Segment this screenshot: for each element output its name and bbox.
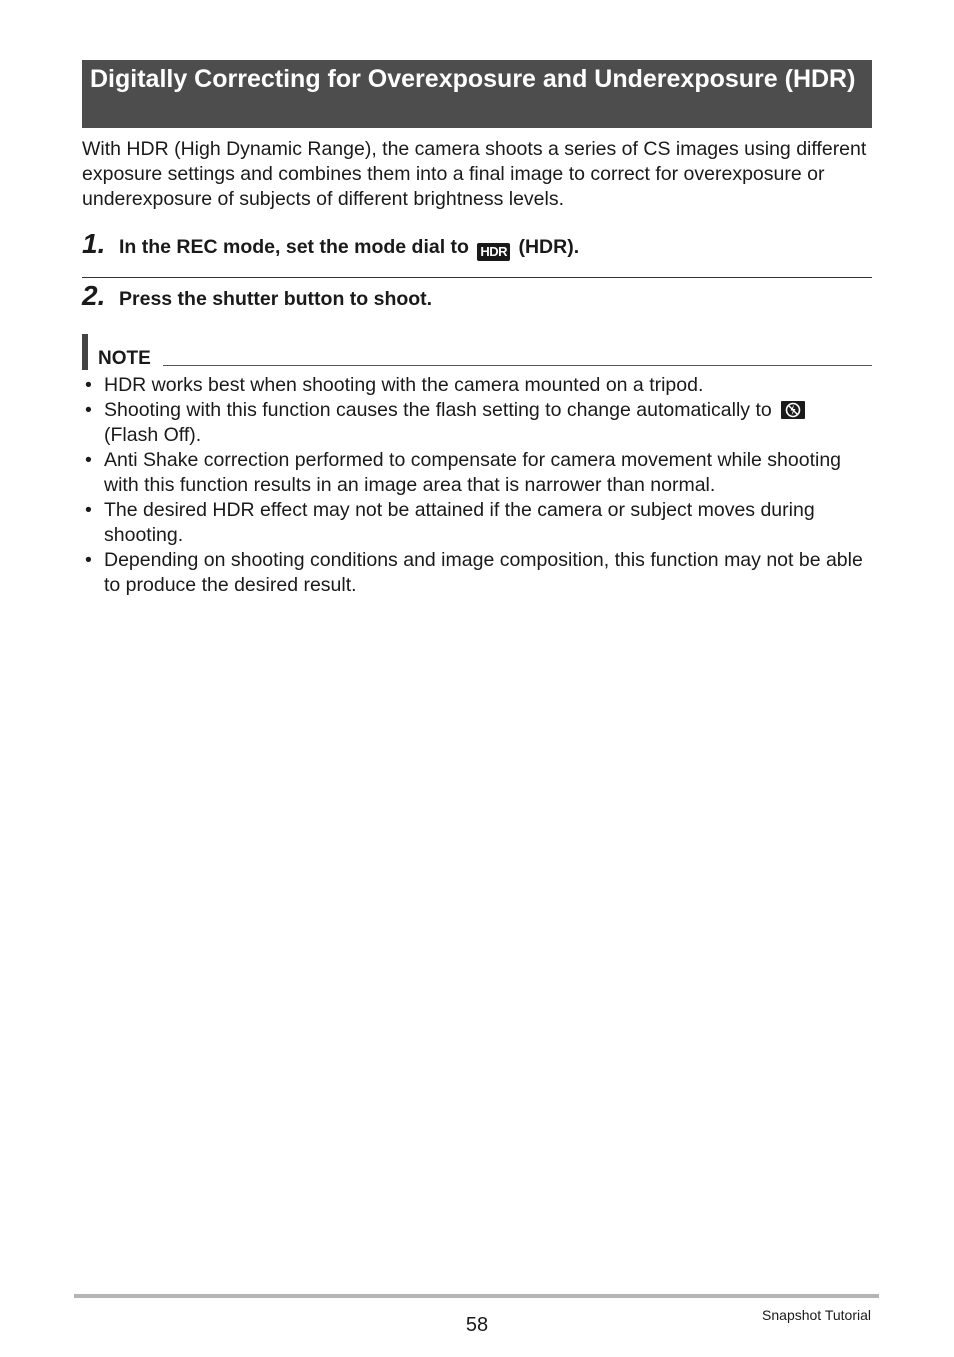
- step-divider: [82, 277, 872, 278]
- note-text-after: (Flash Off).: [104, 424, 202, 446]
- footer-section-label: Snapshot Tutorial: [762, 1307, 871, 1323]
- note-label: NOTE: [98, 348, 151, 369]
- note-text: The desired HDR effect may not be attained if the camera or subject moves during shooting.: [104, 499, 815, 546]
- bullet: •: [85, 499, 92, 521]
- bullet: •: [85, 399, 92, 421]
- list-item: [82, 398, 872, 448]
- footer-rule: [74, 1294, 879, 1298]
- step-number: 2.: [82, 280, 106, 311]
- step-text: [119, 236, 579, 261]
- step-text: Press the shutter button to shoot.: [119, 288, 433, 310]
- bullet: •: [85, 449, 92, 471]
- note-text-before: Shooting with this function causes the flash setting to change automatically to: [104, 399, 772, 421]
- note-text: Anti Shake correction performed to compensate for camera movement while shooting with this function results in an image area that is narrower than normal.: [104, 449, 842, 496]
- flash-off-icon: [781, 401, 805, 419]
- note-marker: [82, 334, 88, 370]
- note-list: [82, 373, 872, 598]
- step-number: 1.: [82, 228, 106, 259]
- page-number: 58: [465, 1314, 489, 1336]
- list-item: [82, 498, 872, 548]
- section-title: Digitally Correcting for Overexposure and Underexposure (HDR): [82, 60, 872, 128]
- bullet: •: [85, 374, 92, 396]
- hdr-mode-icon: HDR: [477, 243, 510, 261]
- bullet: •: [85, 549, 92, 571]
- list-item: [82, 548, 872, 598]
- step-text-before: In the REC mode, set the mode dial to: [119, 236, 469, 258]
- list-item: [82, 373, 872, 398]
- note-text: HDR works best when shooting with the camera mounted on a tripod.: [104, 374, 704, 396]
- note-text: Depending on shooting conditions and image composition, this function may not be able to produce the desired result.: [104, 549, 863, 596]
- list-item: [82, 448, 872, 498]
- intro-paragraph: With HDR (High Dynamic Range), the camera shoots a series of CS images using different exposure settings and combines them into a final image to correct for overexposure or underexposure of subjects of different brightness levels.: [82, 138, 867, 210]
- note-rule: [163, 365, 872, 366]
- step-text-after: (HDR).: [518, 236, 580, 258]
